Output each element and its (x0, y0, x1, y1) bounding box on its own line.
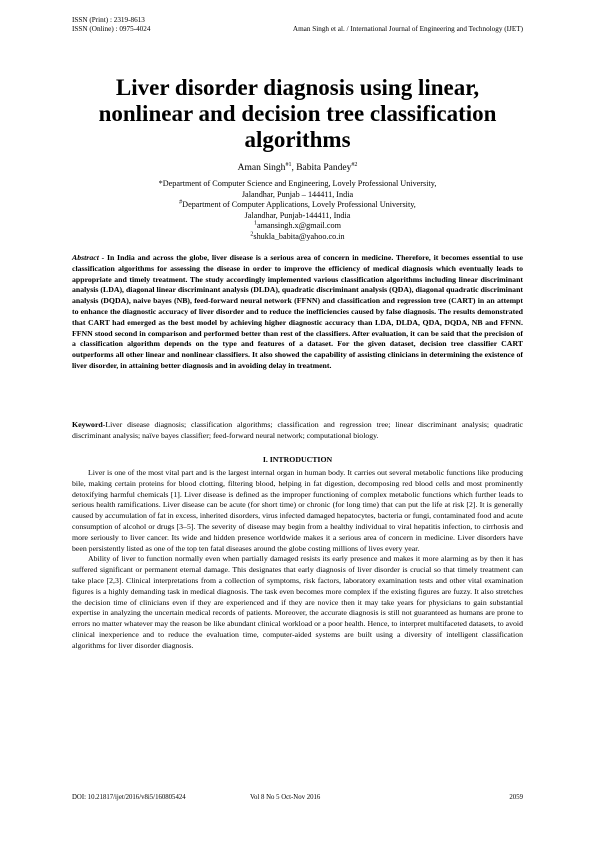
author-2-marker: #2 (351, 161, 358, 168)
affiliation-2-marker: # (179, 199, 183, 206)
abstract-text: In India and across the globe, liver disease is a serious area of concern in medicine. Therefore, it becomes essential to use classification algorithms for assessing the disease in order to improve the efficiency of medical diagnosis which eventually leads to appropriate and timely treatment. The study accordingly implemented various classification algorithms including linear discriminant analysis (LDA), diagonal linear discriminant analysis (DLDA), quadratic discriminant analysis (QDA), diagonal quadratic discriminant analysis (DQDA), naive bayes (NB), feed-forward neural network (FFNN) and classification and regression tree (CART) in an attempt to enhance the diagnostic accuracy of liver disorder and to reduce the inefficiencies caused by false diagnosis. The results demonstrated that CART had emerged as the best model by achieving higher diagnostic accuracy than LDA, DLDA, QDA, DQDA, NB and FFNN. FFNN stood second in comparison and performed better than rest of the classifiers. After evaluation, it can be said that the precision of a classification algorithm depends on the type and features of a dataset. For the given dataset, decision tree classifier CART outperforms all other linear and nonlinear classifiers. It also showed the capability of assisting clinicians in determining the existence of liver disorder, in attaining better diagnosis and in avoiding delay in treatment. (72, 253, 523, 370)
author-separator: , (291, 163, 297, 173)
running-head: Aman Singh et al. / International Journal of Engineering and Technology (IJET) (292, 25, 523, 33)
introduction-paragraph-1: Liver is one of the most vital part and is the largest internal organ in human body. It carries out several metabolic functions like producing bile, making certain proteins for blood clotting, filtering blood, helping in fat digestion, decomposing red blood cells and most prominently detoxifying harmful chemicals [1]. Liver disease is defined as the improper functioning of complex metabolic functions which further leads to serious health ramifications. Liver disease can be acute (for short time) or chronic (for long time) that can put the life at risk [2]. It is generally caused by accumulation of fat in excess, inherited disorders, virus infected damaged hepatocytes, bacteria or fungi, contaminated food and acute consumption of alcohol or drugs [3–5]. The severity of disease may begin from a healthy individual to viral hepatitis infection, to cirrhosis and more seriously to liver cancer. Its wide and hidden presence worldwide makes it a serious area of concern in medicine. Liver disorders have been persistently listed as one of the top ten fatal diseases around the globe costing millions of lives every year. (72, 468, 523, 553)
author-1: Aman Singh (237, 163, 286, 173)
footer-doi: DOI: 10.21817/ijet/2016/v8i5/160805424 (72, 794, 186, 801)
author-line (72, 162, 523, 174)
keywords (72, 420, 523, 442)
affiliation-2-line2: Jalandhar, Punjab-144411, India (244, 210, 351, 220)
section-heading-introduction: I. INTRODUCTION (262, 455, 333, 464)
abstract-label: Abstract - (72, 253, 105, 262)
affiliation-1-line1: *Department of Computer Science and Engineering, Lovely Professional University, (158, 179, 437, 188)
issn-print: ISSN (Print) : 2319-8613 (72, 16, 145, 24)
issn-block (72, 16, 150, 35)
introduction-body (72, 468, 523, 652)
footer-volume: Vol 8 No 5 Oct-Nov 2016 (250, 794, 321, 801)
keywords-label: Keyword (72, 420, 103, 429)
email-1-marker: 1 (254, 220, 258, 227)
author-1-marker: #1 (285, 161, 292, 168)
keywords-text: -Liver disease diagnosis; classification algorithms; classification and regression tree; linear discriminant analysis; quadratic discriminant analysis; naïve bayes classifier; feed-forward neural network; computational biology. (72, 420, 523, 440)
abstract (72, 253, 523, 372)
paper-title: Liver disorder diagnosis using linear, nonlinear and decision tree classification algorithms (98, 75, 497, 152)
email-1: $^1$amansingh.x@gmail.com (254, 220, 341, 230)
email-2: $^2$shukla_babita@yahoo.co.in (250, 230, 345, 241)
affiliation-1-line2: Jalandhar, Punjab – 144411, India (241, 189, 354, 199)
introduction-paragraph-2: Ability of liver to function normally even when partially damaged resists its early presence and makes it more alarming as by then it has suffered significant or permanent eternal damage. This designates that early diagnosis of liver disorder is crucial so that timely treatment can take place [2,3]. Clinical interpretations from a collection of symptoms, risk factors, laboratory examination tests and other vital examination figures is a highly demanding task in medical diagnosis. The task even becomes more complex if the existing figures are fuzzy. It also stretches the decision time of clinicians even if they are experienced and if they are novice then it may take years for physicians to gain substantial expertise in analyzing the uncertain medical records of patients. Moreover, the accurate diagnosis is still not guaranteed as humans are prone to errors no matter whatever may the reason be like abundant clinical workload or a poor health. Hence, to interpret multifaceted datasets, to avoid clinical inexperience and to reduce the evaluation time, computer-aided systems are built using a diversity of intelligent classification algorithms for liver disorder diagnosis. (72, 554, 523, 650)
issn-online: ISSN (Online) : 0975-4024 (72, 25, 151, 34)
footer-page-number: 2059 (509, 794, 523, 801)
email-2-marker: 2 (250, 230, 254, 237)
affiliations (72, 179, 523, 242)
author-2: Babita Pandey (296, 163, 352, 173)
affiliation-2-line1: #Department of Computer Applications, Lovely Professional University, (179, 199, 416, 209)
